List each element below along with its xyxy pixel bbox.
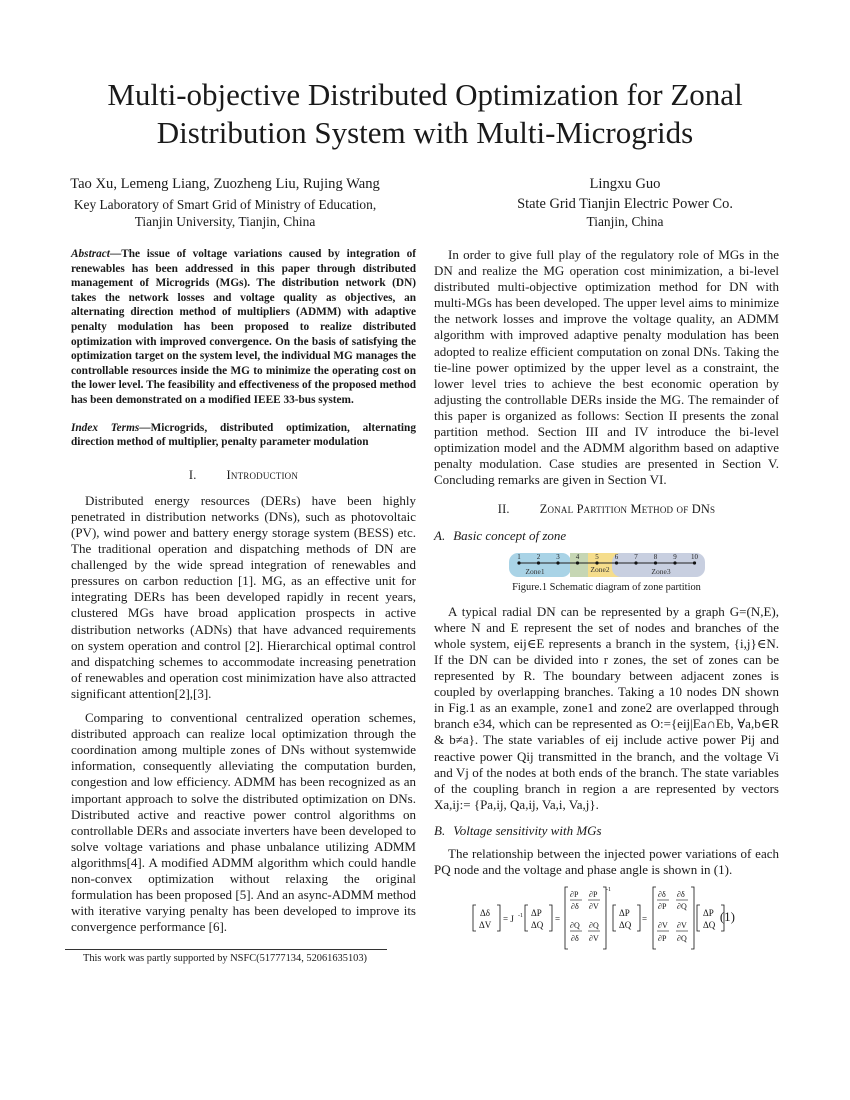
eq-term: ∂V	[589, 902, 599, 912]
zone3-label: Zone3	[651, 566, 671, 576]
node-label: 7	[634, 552, 638, 561]
abstract-label: Abstract	[71, 248, 110, 260]
eq-term: ∂P	[589, 890, 598, 900]
section-title: Zonal Partition Method of DNs	[539, 502, 716, 517]
right-column	[434, 247, 779, 953]
zone-partition-figure	[434, 551, 779, 578]
node-dot	[576, 561, 579, 564]
node-dot	[615, 561, 618, 564]
section-title: Introduction	[226, 467, 299, 482]
abstract	[71, 247, 416, 408]
eq-term: ΔQ	[619, 920, 632, 931]
zone1-label: Zone1	[525, 566, 545, 576]
eq-term: ∂V	[658, 921, 668, 931]
eq-term: =	[642, 914, 648, 925]
paragraph: Distributed energy resources (DERs) have been highly penetrated in distribution networks (DNs), such as photovoltaic (PV), wind power and battery energy storage system (BESS) etc. The traditional operation and dispatching methods of DN are challenged by the wide spread integration of renewables and pressures on carbon reduction [1]. MG, as an effective unit for integrating DERs has been developed rapidly in recent years, clustered MGs have broad application prospects in active distribution networks (ADNs) that have advanced requirements on system operation and control [2]. Hierarchical optimal control and dispatching schemes to accommodate increasing penetration of renewables and operation cost minimization have also attracted significant attention[2],[3].	[71, 492, 416, 701]
subsection-heading-a	[434, 528, 779, 544]
node-dot	[556, 561, 559, 564]
zone-partition-diagram	[434, 551, 779, 578]
author-affiliation: Tianjin, China	[586, 214, 664, 229]
node-label: 10	[691, 552, 698, 561]
node-dot	[634, 561, 637, 564]
index-terms-text: —Microgrids, distributed optimization, alternating direction method of multiplier, penalty parameter modulation	[71, 421, 416, 449]
author-affiliation: State Grid Tianjin Electric Power Co.	[517, 196, 733, 212]
eq-term: ΔQ	[531, 920, 544, 931]
title-line-2: Distribution System with Multi-Microgrids	[156, 115, 694, 150]
author-block-right	[440, 176, 810, 230]
index-terms	[71, 421, 416, 450]
author-block-left	[40, 176, 410, 230]
eq-term: ΔP	[531, 908, 542, 919]
eq-term: ∂Q	[677, 934, 687, 944]
index-terms-label: Index Terms	[71, 421, 140, 434]
eq-term: ∂Q	[570, 921, 580, 931]
author-names: Lingxu Guo	[589, 176, 661, 192]
eq-term: ∂P	[658, 934, 667, 944]
node-label: 5	[595, 552, 599, 561]
eq-term: ∂δ	[571, 902, 579, 912]
node-dot	[517, 561, 520, 564]
footnote: This work was partly supported by NSFC(51777134, 52061635103)	[83, 953, 367, 964]
eq-term: Δδ	[480, 908, 491, 919]
node-dot	[537, 561, 540, 564]
subsection-title: Voltage sensitivity with MGs	[453, 822, 602, 838]
title-line-1: Multi-objective Distributed Optimization for Zonal	[107, 77, 743, 112]
paragraph: Comparing to conventional centralized operation schemes, distributed approach can realize local optimization through the coordination among multiple zones of DNs without systemwide information, consequently alleviating the computation burden, congestion and low efficiency. ADMM has been recognized as an important approach to solve the distributed optimization on DNs. Distributed active and reactive power control algorithms on controllable DERs and associate inverters have been developed to solve voltage variations and phase unbalance utilizing ADMM algorithms[4]. A modified ADMM algorithm which could handle non-convex optimization without relaxing the original formulation has been proposed [5]. And an async-ADMM method with iterative varying penalty has been developed to improve its convergence performance [6].	[71, 710, 416, 935]
author-affiliation: Key Laboratory of Smart Grid of Ministry of Education,	[73, 197, 377, 212]
node-label: 2	[536, 552, 541, 561]
section-heading-introduction	[71, 467, 416, 483]
node-label: 1	[517, 552, 521, 561]
zone2-label: Zone2	[590, 564, 610, 574]
equation-graphic	[434, 883, 734, 953]
eq-term: ΔQ	[703, 920, 716, 931]
eq-term: ΔP	[619, 908, 630, 919]
eq-term: ∂Q	[589, 921, 599, 931]
paragraph: The relationship between the injected power variations of each PQ node and the voltage and phase angle is shown in (1).	[434, 846, 779, 878]
node-dot	[693, 561, 696, 564]
figure-caption: Figure.1 Schematic diagram of zone partition	[512, 581, 701, 593]
eq-term: ∂δ	[658, 890, 666, 900]
eq-term: ∂V	[677, 921, 687, 931]
eq-term: -1	[606, 887, 611, 894]
node-label: 8	[653, 552, 658, 561]
node-label: 4	[575, 552, 580, 561]
eq-term: =	[555, 914, 561, 925]
paragraph: A typical radial DN can be represented by a graph G=(N,E), where N and E represent the set of nodes and branches of the whole system, eij∈E represents a branch in the system, {i,j}∈N. If the DN can be divided into r zones, the set of zones can be represented by R. The boundary between adjacent zones is coupled by overlapping branches. Taking a 10 nodes DN shown in Fig.1 as an example, zone1 and zone2 are overlapped through branch e34, which can be represented as O:={eij|Ea∩Eb, ∀a,b∈R & b≠a}. The state variables of eij include active power Pij and reactive power Qij transmitted in the branch, and the voltage Vi and Vj of the nodes at both ends of the branch. The state variables of the coupling branch in region a are represented by vectors Xa,ij:= {Pa,ij, Qa,ij, Va,i, Va,j}.	[434, 603, 779, 812]
node-dot	[673, 561, 676, 564]
subsection-number: A.	[434, 527, 446, 543]
eq-term: ∂P	[570, 890, 579, 900]
abstract-text: —The issue of voltage variations caused by integration of renewables has been addressed in this paper through distributed management of Microgrids (MGs). The distribution network (DN) takes the network losses and voltage quality as objectives, an alternating direction method of multipliers (ADMM) with adaptive penalty modulation has been proposed to realize distributed optimization with improved convergence. On the basis of satisfying the optimization target on the system level, the individual MG manages the controllable resources inside the MG to minimize the operating cost on the lower level. The feasibility and effectiveness of the proposed method has been demonstrated on a modified IEEE 33-bus system.	[71, 248, 416, 406]
eq-term: ∂P	[658, 902, 667, 912]
eq-term: ∂Q	[677, 902, 687, 912]
eq-term: ΔP	[703, 908, 714, 919]
paper-title	[40, 76, 810, 152]
paragraph: In order to give full play of the regulatory role of MGs in the DN and realize the MG operation cost minimization, a bi-level distributed multi-objective optimization method for DN with multi-MGs has been developed. The upper level aims to minimize the network losses and improve the voltage quality, an ADMM algorithm with improved adaptive penalty modulation has been adopted to realize efficient computation on zonal DNs. Taking the tie-line power optimized by the upper level as a constraint, the lower level tries to achieve the best economic operation by adjusting the controllable DERs inside the MG. The remainder of this paper is organized as follows: Section II presents the zonal partition method. Section III and IV introduce the bi-level optimization model and the ADMM algorithm based on adaptive penalty modulation. Case studies are presented in Section V. Concluding remarks are given in Section VI.	[434, 247, 779, 488]
node-label: 6	[614, 552, 619, 561]
node-dot	[654, 561, 657, 564]
equation-1	[434, 883, 779, 953]
eq-term: ∂δ	[677, 890, 685, 900]
section-number: II.	[497, 502, 510, 517]
section-heading-zonal-partition	[434, 501, 779, 517]
eq-term: = J	[503, 914, 514, 925]
author-names: Tao Xu, Lemeng Liang, Zuozheng Liu, Rujing Wang	[70, 176, 380, 192]
author-affiliation: Tianjin University, Tianjin, China	[134, 214, 316, 229]
subsection-title: Basic concept of zone	[453, 527, 567, 543]
section-number: I.	[188, 467, 197, 482]
node-label: 9	[673, 552, 677, 561]
node-label: 3	[556, 552, 560, 561]
paragraph-gap	[71, 702, 416, 710]
footnote-rule	[65, 949, 387, 950]
eq-term: ∂V	[589, 934, 599, 944]
subsection-number: B.	[434, 822, 446, 838]
eq-term: ΔV	[479, 920, 492, 931]
eq-term: -1	[518, 913, 523, 920]
equation-number: (1)	[719, 909, 735, 925]
left-column	[71, 247, 416, 935]
eq-term: ∂δ	[571, 934, 579, 944]
subsection-heading-b	[434, 823, 779, 839]
